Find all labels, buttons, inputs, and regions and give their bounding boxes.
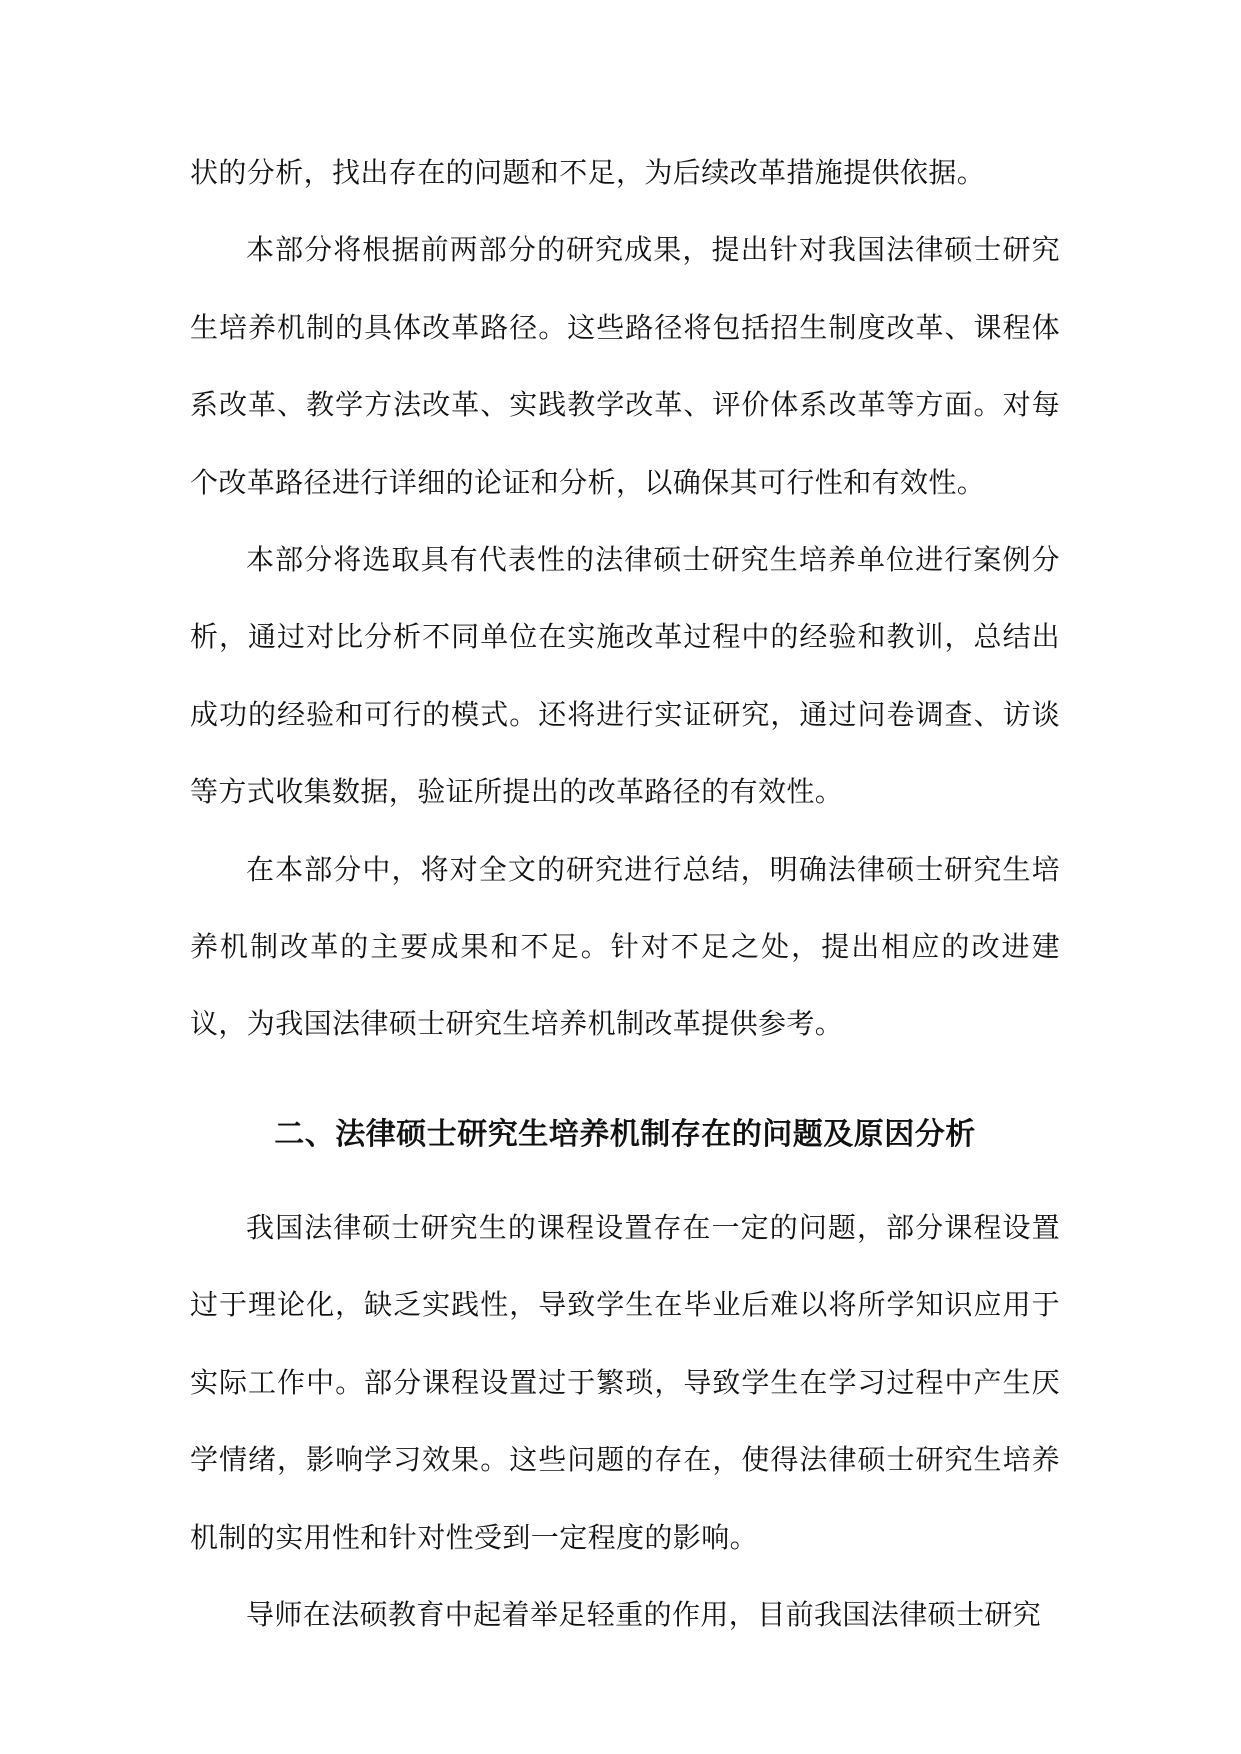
document-body (190, 134, 1060, 1653)
paragraph-supervisor-role: 导师在法硕教育中起着举足轻重的作用，目前我国法律硕士研究 (246, 1597, 1042, 1631)
paragraph-reform-paths: 本部分将根据前两部分的研究成果，提出针对我国法律硕士研究生培养机制的具体改革路径。这些路径将包括招生制度改革、课程体系改革、教学方法改革、实践教学改革、评价体系改革等方面。对每个改革路径进行详细的论证和分析，以确保其可行性和有效性。 (190, 233, 1060, 499)
section-heading: 二、法律硕士研究生培养机制存在的问题及原因分析 (274, 1116, 976, 1152)
paragraph-curriculum-issues: 我国法律硕士研究生的课程设置存在一定的问题，部分课程设置过于理论化，缺乏实践性，导致学生在毕业后难以将所学知识应用于实际工作中。部分课程设置过于繁琐，导致学生在学习过程中产生厌学情绪，影响学习效果。这些问题的存在，使得法律硕士研究生培养机制的实用性和针对性受到一定程度的影响。 (190, 1210, 1060, 1554)
paragraph-case-analysis: 本部分将选取具有代表性的法律硕士研究生培养单位进行案例分析，通过对比分析不同单位在实施改革过程中的经验和教训，总结出成功的经验和可行的模式。还将进行实证研究，通过问卷调查、访谈等方式收集数据，验证所提出的改革路径的有效性。 (190, 543, 1060, 809)
paragraph-continuation: 状的分析，找出存在的问题和不足，为后续改革措施提供依据。 (190, 156, 986, 189)
paragraph-conclusion: 在本部分中，将对全文的研究进行总结，明确法律硕士研究生培养机制改革的主要成果和不足。针对不足之处，提出相应的改进建议，为我国法律硕士研究生培养机制改革提供参考。 (190, 852, 1060, 1041)
